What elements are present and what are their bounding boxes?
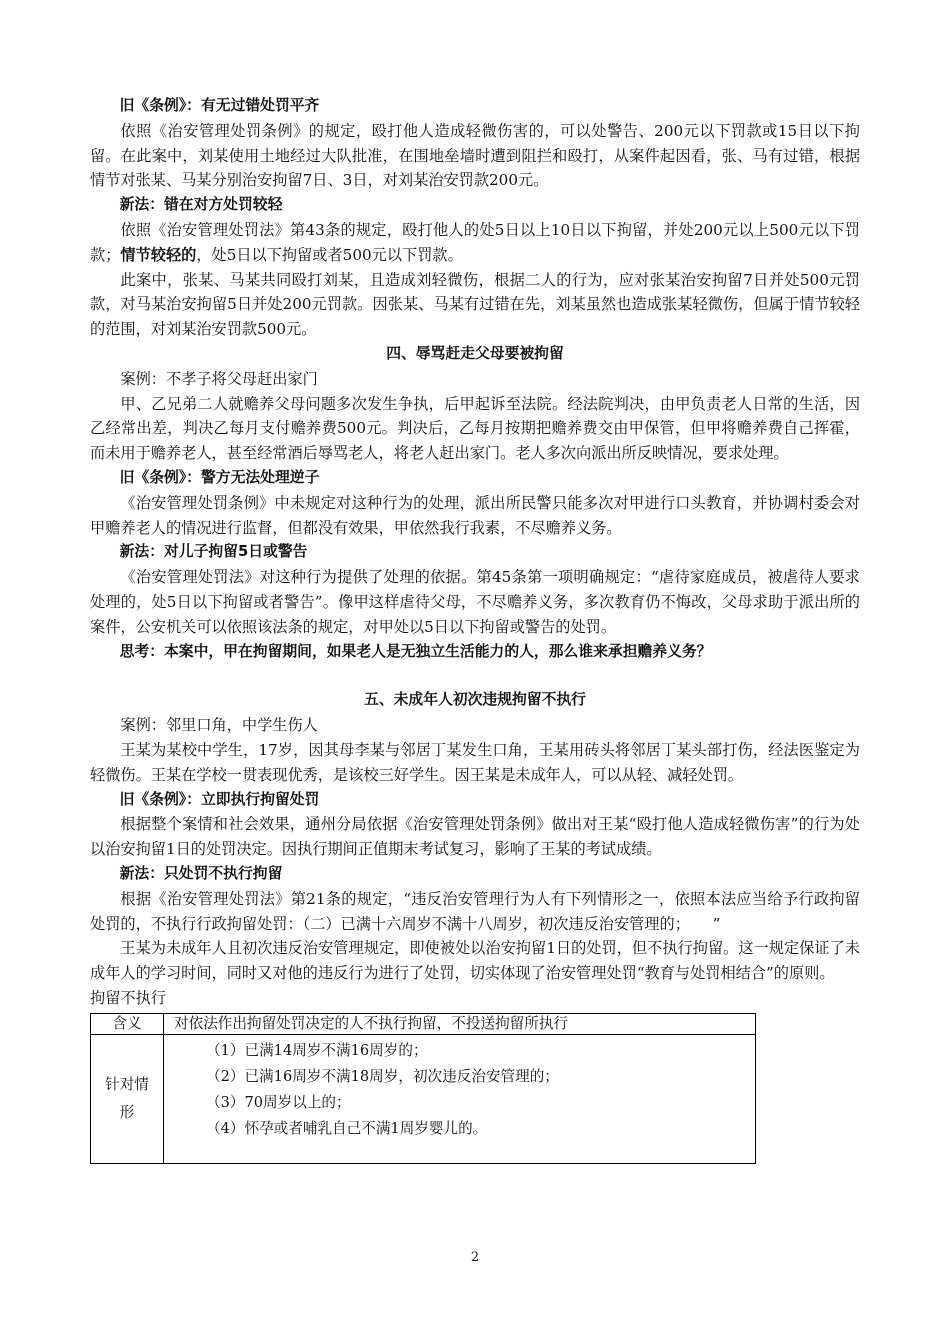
paragraph: 《治安管理处罚条例》中未规定对这种行为的处理，派出所民警只能多次对甲进行口头教育，并协调村委会对甲赡养老人的情况进行监督，但都没有效果，甲依然我行我素，不尽赡养义务。 <box>90 493 860 537</box>
paragraph: 此案中，张某、马某共同殴打刘某，且造成刘轻微伤，根据二人的行为，应对张某治安拘留7日并处500元罚款，对马某治安拘留5日并处200元罚款。因张某、马某有过错在先，刘某虽然也造成张某轻微伤，但属于情节较轻的范围，对刘某治安罚款500元。 <box>90 270 860 339</box>
table-cell-items <box>164 1034 756 1163</box>
label-line: 针对情 <box>105 1075 149 1093</box>
table-cell-label: 含义 <box>91 1013 164 1034</box>
paragraph: 王某为未成年人且初次违反治安管理规定，即使被处以治安拘留1日的处罚，但不执行拘留。这一规定保证了未成年人的学习时间，同时又对他的违反行为进行了处罚，切实体现了治安管理处罚“教育与处罚相结合”的原则。 <box>90 939 860 983</box>
section-heading-4: 四、辱骂赶走父母要被拘留 <box>386 344 564 362</box>
list-item: （1）已满14周岁不满16周岁的； <box>206 1041 428 1059</box>
text-span: ，处5日以下拘留或者500元以下罚款。 <box>196 245 463 264</box>
table-row <box>91 1034 756 1163</box>
heading-new-law-4: 新法：对儿子拘留5日或警告 <box>119 543 308 561</box>
heading-old-regulation-4: 旧《条例》：警方无法处理逆子 <box>119 468 320 486</box>
case-title: 案例：邻里口角，中学生伤人 <box>120 716 318 735</box>
section-heading-5: 五、未成年人初次违规拘留不执行 <box>364 691 586 709</box>
paragraph: 根据整个案情和社会效果，通州分局依据《治安管理处罚条例》做出对王某“殴打他人造成轻微伤害”的行为处以治安拘留1日的处罚决定。因执行期间正值期末考试复习，影响了王某的考试成绩。 <box>90 815 860 859</box>
heading-old-regulation-5: 旧《条例》：立即执行拘留处罚 <box>119 790 320 808</box>
heading-new-law-3: 新法：错在对方处罚较轻 <box>119 196 283 214</box>
paragraph-article-43 <box>90 218 860 268</box>
spacer <box>90 664 860 688</box>
case-title: 案例：不孝子将父母赶出家门 <box>120 369 318 388</box>
list-item: （2）已满16周岁不满18周岁，初次违反治安管理的； <box>206 1067 559 1085</box>
paragraph: 甲、乙兄弟二人就赡养父母问题多次发生争执，后甲起诉至法院。经法院判决，由甲负责老人日常的生活，因乙经常出差，判决乙每月支付赡养费500元。判决后，乙每月按期把赡养费交由甲保管，但甲将赡养费自己挥霍，而未用于赡养老人，甚至经常酒后辱骂老人，将老人赶出家门。老人多次向派出所反映情况，要求处理。 <box>90 394 860 463</box>
items-list <box>174 1036 745 1162</box>
table-row <box>91 1013 756 1034</box>
table-cell-label <box>91 1034 164 1163</box>
paragraph: 依照《治安管理处罚条例》的规定，殴打他人造成轻微伤害的，可以处警告、200元以下罚款或15日以下拘留。在此案中，刘某使用土地经过大队批准，在围地垒墙时遭到阻拦和殴打，从案件起因看，张、马有过错，根据情节对张某、马某分别治安拘留7日、3日，对刘某治安罚款200元。 <box>90 121 860 190</box>
paragraph-article-21: 根据《治安管理处罚法》第21条的规定，“违反治安管理行为人有下列情形之一，依照本法应当给予行政拘留处罚的，不执行行政拘留处罚：（二）已满十六周岁不满十八周岁，初次违反治安管理的； ” <box>90 889 860 933</box>
table-title: 拘留不执行 <box>90 988 166 1007</box>
detention-table <box>90 1013 756 1164</box>
page-number: 2 <box>470 1250 480 1265</box>
label-line: 形 <box>119 1103 135 1121</box>
heading-new-law-5: 新法：只处罚不执行拘留 <box>119 864 283 882</box>
bold-text-span: 情节较轻的 <box>120 245 197 264</box>
document-body <box>90 94 860 1164</box>
paragraph: 王某为某校中学生，17岁，因其母李某与邻居丁某发生口角，王某用砖头将邻居丁某头部打伤，经法医鉴定为轻微伤。王某在学校一贯表现优秀，是该校三好学生。因王某是未成年人，可以从轻、减轻处罚。 <box>90 740 860 784</box>
think-question: 思考：本案中，甲在拘留期间，如果老人是无独立生活能力的人，那么谁来承担赡养义务？ <box>119 642 712 660</box>
paragraph: 《治安管理处罚法》对这种行为提供了处理的依据。第45条第一项明确规定：“虐待家庭成员，被虐待人要求处理的，处5日以下拘留或者警告”。像甲这样虐待父母，不尽赡养义务，多次教育仍不悔改，父母求助于派出所的案件，公安机关可以依照该法条的规定，对甲处以5日以下拘留或警告的处罚。 <box>90 568 860 636</box>
text-span: 依照《治安管理处罚法》第43条的规定，殴打他人的处5日以上10日以下拘留，并处200元以上500元以下罚款； <box>90 220 860 264</box>
list-item: （4）怀孕或者哺乳自己不满1周岁婴儿的。 <box>206 1119 488 1137</box>
heading-old-regulation-3: 旧《条例》：有无过错处罚平齐 <box>119 97 320 114</box>
table-cell-value: 对依法作出拘留处罚决定的人不执行拘留，不投送拘留所执行 <box>164 1013 756 1034</box>
list-item: （3）70周岁以上的； <box>206 1093 351 1111</box>
